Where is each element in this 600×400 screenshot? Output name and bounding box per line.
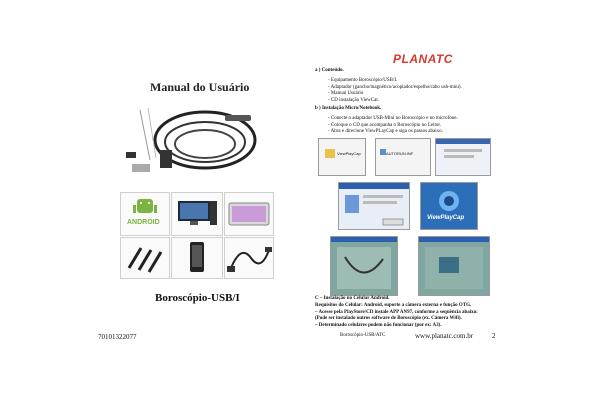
- list-item: - Conecte o adaptador USB-Mini no Boroscópio e no microfone.: [328, 116, 458, 121]
- tile-computer: [171, 192, 223, 236]
- list-item: - Abra e direcione ViewPLayCap e siga os passos abaixo.: [328, 129, 443, 134]
- folder-icon: [319, 139, 365, 175]
- right-footer-url: www.planatc.com.br: [415, 332, 474, 340]
- viewplaycap-app-icon: [421, 183, 477, 229]
- install-shot-3: [435, 138, 491, 176]
- list-item: - CD instalação ViewCat.: [328, 97, 379, 103]
- desktop-computer-icon: [172, 193, 222, 235]
- capture-preview-icon: [331, 237, 397, 295]
- setup-wizard-icon: [339, 183, 409, 229]
- section-a-list: [328, 78, 488, 104]
- section-c-heading: C – Instalação no Celular Android.: [315, 296, 390, 301]
- section-b-heading: b ) Instalação Micro/Notebook.: [315, 106, 382, 111]
- install-shot-5: [420, 182, 478, 230]
- tile-tablet: [224, 192, 274, 236]
- tile-android: [120, 192, 170, 236]
- list-item: - Manual Usuário: [328, 91, 364, 96]
- list-item: - Equipamento Boroscópio/USB/I.: [328, 78, 398, 83]
- product-photo: [120, 100, 270, 185]
- section-c-list: [315, 303, 515, 329]
- borescope-cable-icon: [120, 100, 270, 185]
- tile-accessories: [120, 237, 170, 279]
- tablet-icon: [225, 193, 273, 235]
- manual-title: Manual do Usuário: [150, 80, 250, 94]
- list-item: Requisitos do Celular: Android, suporte a câmera externa e função OTG.: [315, 303, 472, 308]
- usb-cable-icon: [225, 238, 273, 278]
- section-a-heading: a ) Conteúdo.: [315, 68, 344, 73]
- dialog-window-icon: [436, 139, 490, 175]
- shot-1-label: ViewPlayCap: [337, 151, 361, 156]
- capture-preview-icon: [419, 237, 489, 295]
- left-footer-code: 70101322077: [98, 333, 137, 341]
- shot-2-label: AUTORUN.INF: [386, 151, 414, 156]
- brand-logo: PLANATC: [393, 52, 453, 66]
- list-item: – Acesse pela PlayStore/CD instale APP AN97, conforme a sequência abaixo:: [315, 309, 478, 315]
- android-robot-icon: [121, 193, 169, 235]
- autorun-icon: [380, 149, 386, 155]
- tile-cable: [224, 237, 274, 279]
- android-word: ANDROID: [127, 219, 160, 226]
- list-item: (Pode ser instalado outros software de Boroscópio (ex. Câmera Wifi).: [315, 316, 462, 321]
- right-footer-center: Boroscópio-USB/ATC: [340, 333, 386, 338]
- accessories-icon: [121, 238, 169, 278]
- page-number: 2: [492, 332, 496, 340]
- list-item: – Determinado celulares podem não funcionar (por ex: A3).: [315, 322, 442, 328]
- list-item: - Coloque o CD que acompanha o Boroscópio no Leitor.: [328, 122, 442, 128]
- install-shot-1: [318, 138, 366, 176]
- phone-icon: [172, 238, 222, 278]
- install-shot-2: [375, 138, 431, 176]
- list-item: - Adaptador (gancho/magnético/acoplador/espelho/cabo usb-mini).: [328, 84, 462, 90]
- install-shot-6: [330, 236, 398, 296]
- install-shot-7: [418, 236, 490, 296]
- install-shot-4: [338, 182, 410, 230]
- product-title: Boroscópio-USB/I: [155, 292, 240, 304]
- section-b-list: [328, 116, 498, 136]
- shot-5-label: ViewPlayCap: [427, 215, 465, 221]
- tile-phone: [171, 237, 223, 279]
